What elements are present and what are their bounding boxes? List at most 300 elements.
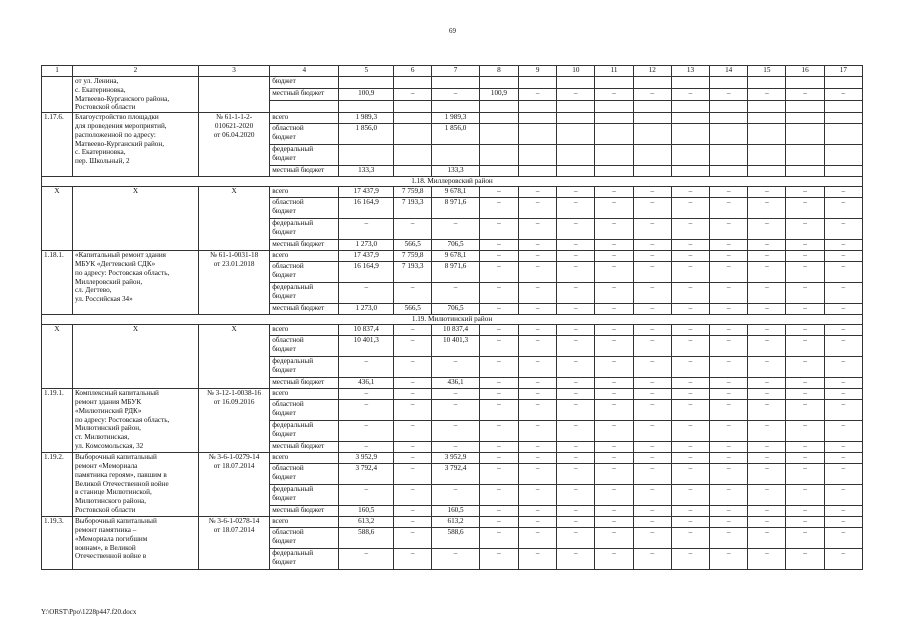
amount-cell: – (786, 378, 824, 389)
amount-cell: – (595, 528, 633, 549)
amount-cell: 7 193,3 (394, 198, 432, 219)
amount-cell: – (557, 485, 595, 506)
amount-cell: – (557, 89, 595, 101)
amount-cell: – (557, 198, 595, 219)
amount-cell (710, 145, 748, 166)
amount-cell: – (748, 325, 786, 336)
amount-cell: – (394, 464, 432, 485)
amount-cell: – (710, 89, 748, 101)
amount-cell: 100,9 (479, 89, 518, 101)
amount-cell: – (671, 89, 709, 101)
amount-cell: – (557, 357, 595, 378)
amount-cell (479, 124, 518, 145)
amount-cell: – (479, 357, 518, 378)
amount-cell (786, 77, 824, 89)
amount-cell (394, 113, 432, 124)
amount-cell (710, 101, 748, 113)
amount-cell: – (710, 485, 748, 506)
amount-cell: – (786, 485, 824, 506)
amount-cell: 16 164,9 (339, 198, 394, 219)
amount-cell: – (671, 464, 709, 485)
item-name: Выборочный капитальный ремонт «Мемориала памятника героям», павшим в Великой Отечественной войне в станице Милютинской, Милютинского района, Ростовской области (72, 453, 198, 517)
amount-cell: – (339, 442, 394, 453)
funding-source-label: федеральный бюджет (270, 485, 339, 506)
item-number: 1.19.2. (42, 453, 73, 517)
amount-cell: – (519, 304, 557, 315)
amount-cell: – (519, 325, 557, 336)
amount-cell: 10 837,4 (432, 325, 480, 336)
amount-cell: – (710, 283, 748, 304)
amount-cell: – (710, 251, 748, 262)
amount-cell: – (633, 283, 671, 304)
amount-cell: – (557, 378, 595, 389)
amount-cell (633, 166, 671, 177)
amount-cell: – (394, 283, 432, 304)
funding-source-label: федеральный бюджет (270, 219, 339, 240)
amount-cell (519, 166, 557, 177)
amount-cell: – (748, 198, 786, 219)
amount-cell: 613,2 (432, 517, 480, 528)
amount-cell: – (557, 421, 595, 442)
amount-cell: – (394, 453, 432, 464)
amount-cell: 436,1 (339, 378, 394, 389)
amount-cell: – (519, 464, 557, 485)
amount-cell (394, 77, 432, 89)
amount-cell: – (671, 304, 709, 315)
amount-cell: – (519, 357, 557, 378)
amount-cell: – (710, 464, 748, 485)
amount-cell (595, 166, 633, 177)
amount-cell (824, 101, 862, 113)
amount-cell (633, 77, 671, 89)
amount-cell: – (479, 506, 518, 517)
amount-cell: – (595, 378, 633, 389)
amount-cell (595, 77, 633, 89)
amount-cell: – (557, 336, 595, 357)
amount-cell (748, 124, 786, 145)
amount-cell (339, 101, 394, 113)
amount-cell: – (595, 187, 633, 198)
amount-cell: – (671, 251, 709, 262)
amount-cell: – (786, 262, 824, 283)
amount-cell: 1 989,3 (432, 113, 480, 124)
amount-cell (786, 101, 824, 113)
amount-cell: – (519, 378, 557, 389)
amount-cell: – (595, 506, 633, 517)
amount-cell: – (633, 421, 671, 442)
amount-cell: 17 437,9 (339, 251, 394, 262)
amount-cell (671, 124, 709, 145)
amount-cell: – (748, 389, 786, 400)
amount-cell: – (519, 506, 557, 517)
amount-cell (671, 145, 709, 166)
amount-cell: – (432, 400, 480, 421)
amount-cell: – (519, 453, 557, 464)
amount-cell: – (748, 357, 786, 378)
column-number: 2 (72, 66, 198, 77)
funding-source-label: областной бюджет (270, 336, 339, 357)
amount-cell: 133,3 (339, 166, 394, 177)
amount-cell: – (519, 421, 557, 442)
amount-cell: – (786, 464, 824, 485)
amount-cell: – (339, 219, 394, 240)
amount-cell: 160,5 (339, 506, 394, 517)
item-document: № 3-12-1-0038-16 от 16.09.2016 (198, 389, 269, 453)
amount-cell: – (710, 506, 748, 517)
amount-cell: – (824, 506, 862, 517)
amount-cell: – (710, 304, 748, 315)
table-row (42, 517, 863, 528)
amount-cell: – (595, 198, 633, 219)
amount-cell: – (394, 485, 432, 506)
amount-cell: – (786, 325, 824, 336)
amount-cell (479, 145, 518, 166)
amount-cell: – (786, 283, 824, 304)
item-document: № 61-1-1-2- 010621-2020 от 06.04.2020 (198, 113, 269, 177)
amount-cell: – (519, 442, 557, 453)
amount-cell: – (671, 357, 709, 378)
funding-source-label: всего (270, 113, 339, 124)
amount-cell: – (671, 400, 709, 421)
amount-cell: – (595, 262, 633, 283)
amount-cell: – (479, 325, 518, 336)
amount-cell: – (710, 336, 748, 357)
amount-cell: – (479, 198, 518, 219)
amount-cell (710, 166, 748, 177)
amount-cell: – (786, 187, 824, 198)
amount-cell: – (786, 549, 824, 570)
amount-cell: – (595, 251, 633, 262)
amount-cell: – (479, 389, 518, 400)
amount-cell: – (824, 251, 862, 262)
amount-cell: – (633, 485, 671, 506)
amount-cell (633, 124, 671, 145)
amount-cell: 3 792,4 (339, 464, 394, 485)
amount-cell: – (710, 517, 748, 528)
amount-cell: 9 678,1 (432, 187, 480, 198)
amount-cell (394, 166, 432, 177)
amount-cell: – (633, 389, 671, 400)
amount-cell: – (557, 262, 595, 283)
amount-cell: – (824, 240, 862, 251)
amount-cell: – (633, 251, 671, 262)
item-document: X (198, 187, 269, 251)
amount-cell: – (479, 336, 518, 357)
amount-cell: – (710, 378, 748, 389)
amount-cell: 1 856,0 (432, 124, 480, 145)
amount-cell (748, 145, 786, 166)
amount-cell: – (519, 89, 557, 101)
amount-cell (394, 124, 432, 145)
funding-source-label: федеральный бюджет (270, 145, 339, 166)
amount-cell (557, 113, 595, 124)
amount-cell: – (519, 517, 557, 528)
amount-cell: – (748, 442, 786, 453)
amount-cell: – (671, 549, 709, 570)
amount-cell: – (633, 453, 671, 464)
amount-cell (432, 101, 480, 113)
column-number: 8 (479, 66, 518, 77)
amount-cell (432, 77, 480, 89)
item-name: от ул. Ленина, с. Екатериновка, Матвеево-Курганского района, Ростовской области (72, 77, 198, 113)
amount-cell: – (671, 240, 709, 251)
amount-cell: – (479, 262, 518, 283)
amount-cell: – (479, 453, 518, 464)
column-number: 13 (671, 66, 709, 77)
amount-cell: – (824, 198, 862, 219)
amount-cell: – (824, 453, 862, 464)
amount-cell (394, 145, 432, 166)
amount-cell: – (633, 262, 671, 283)
item-number: 1.17.6. (42, 113, 73, 177)
amount-cell: – (557, 325, 595, 336)
amount-cell (633, 113, 671, 124)
page-number: 69 (449, 27, 456, 35)
funding-source-label: бюджет (270, 77, 339, 89)
amount-cell: – (748, 283, 786, 304)
amount-cell: – (824, 378, 862, 389)
amount-cell: – (479, 187, 518, 198)
amount-cell: – (633, 304, 671, 315)
amount-cell: 100,9 (339, 89, 394, 101)
amount-cell: – (557, 304, 595, 315)
amount-cell: – (519, 187, 557, 198)
amount-cell: – (394, 421, 432, 442)
amount-cell (595, 113, 633, 124)
amount-cell: – (748, 304, 786, 315)
amount-cell: – (786, 506, 824, 517)
amount-cell: – (786, 400, 824, 421)
amount-cell: – (786, 89, 824, 101)
amount-cell: – (824, 464, 862, 485)
amount-cell: 3 952,9 (432, 453, 480, 464)
amount-cell: 8 971,6 (432, 262, 480, 283)
column-number: 11 (595, 66, 633, 77)
amount-cell: – (633, 528, 671, 549)
amount-cell: 566,5 (394, 240, 432, 251)
funding-source-label: областной бюджет (270, 124, 339, 145)
amount-cell: – (557, 240, 595, 251)
amount-cell: – (339, 283, 394, 304)
amount-cell: – (633, 400, 671, 421)
amount-cell: 17 437,9 (339, 187, 394, 198)
amount-cell: – (479, 517, 518, 528)
amount-cell: – (710, 198, 748, 219)
amount-cell (595, 124, 633, 145)
amount-cell: – (595, 453, 633, 464)
amount-cell: – (786, 389, 824, 400)
amount-cell: – (671, 262, 709, 283)
amount-cell: – (748, 251, 786, 262)
amount-cell: – (595, 442, 633, 453)
amount-cell: – (710, 240, 748, 251)
amount-cell: – (824, 89, 862, 101)
amount-cell (824, 77, 862, 89)
amount-cell: – (633, 517, 671, 528)
amount-cell: – (710, 453, 748, 464)
amount-cell: 1 856,0 (339, 124, 394, 145)
amount-cell: – (519, 549, 557, 570)
amount-cell: – (595, 219, 633, 240)
amount-cell: – (519, 283, 557, 304)
amount-cell: – (557, 219, 595, 240)
amount-cell: – (519, 240, 557, 251)
item-document: № 3-6-1-0278-14 от 18.07.2014 (198, 517, 269, 570)
amount-cell (339, 77, 394, 89)
amount-cell: – (479, 464, 518, 485)
amount-cell: 1 273,0 (339, 240, 394, 251)
amount-cell: 7 759,8 (394, 187, 432, 198)
funding-source-label: местный бюджет (270, 442, 339, 453)
amount-cell: – (595, 357, 633, 378)
amount-cell: – (557, 389, 595, 400)
amount-cell: 3 792,4 (432, 464, 480, 485)
amount-cell: – (748, 485, 786, 506)
amount-cell: – (394, 357, 432, 378)
amount-cell: – (824, 336, 862, 357)
item-name: X (72, 187, 198, 251)
funding-source-label: всего (270, 251, 339, 262)
item-document (198, 77, 269, 113)
amount-cell: – (710, 421, 748, 442)
amount-cell (824, 113, 862, 124)
amount-cell: – (786, 304, 824, 315)
amount-cell: – (710, 549, 748, 570)
amount-cell: – (786, 219, 824, 240)
amount-cell: – (394, 219, 432, 240)
amount-cell: – (339, 357, 394, 378)
column-number: 5 (339, 66, 394, 77)
amount-cell (557, 145, 595, 166)
item-name: Выборочный капитальный ремонт памятника – «Мемориала погибшим воинам», в Великой Отечественной войне в (72, 517, 198, 570)
amount-cell: – (824, 389, 862, 400)
amount-cell (824, 124, 862, 145)
column-number: 15 (748, 66, 786, 77)
amount-cell: – (748, 336, 786, 357)
amount-cell: 588,6 (339, 528, 394, 549)
funding-source-label: федеральный бюджет (270, 283, 339, 304)
amount-cell: – (748, 240, 786, 251)
amount-cell: – (479, 283, 518, 304)
funding-source-label: всего (270, 389, 339, 400)
amount-cell: – (595, 421, 633, 442)
amount-cell: – (519, 485, 557, 506)
amount-cell: – (748, 421, 786, 442)
amount-cell: – (394, 378, 432, 389)
amount-cell: – (824, 325, 862, 336)
funding-source-label: областной бюджет (270, 262, 339, 283)
amount-cell: – (748, 400, 786, 421)
amount-cell: – (394, 336, 432, 357)
amount-cell: – (633, 506, 671, 517)
amount-cell: – (786, 251, 824, 262)
amount-cell (748, 101, 786, 113)
item-document: X (198, 325, 269, 389)
amount-cell: – (557, 517, 595, 528)
column-number: 14 (710, 66, 748, 77)
amount-cell (557, 166, 595, 177)
amount-cell: – (557, 283, 595, 304)
amount-cell: – (748, 549, 786, 570)
amount-cell (786, 113, 824, 124)
amount-cell: – (557, 400, 595, 421)
amount-cell: – (432, 219, 480, 240)
amount-cell: 10 837,4 (339, 325, 394, 336)
table-body (42, 66, 863, 570)
amount-cell: – (519, 389, 557, 400)
funding-source-label: местный бюджет (270, 304, 339, 315)
amount-cell: – (824, 442, 862, 453)
amount-cell: – (519, 400, 557, 421)
funding-source-label: областной бюджет (270, 198, 339, 219)
amount-cell: 160,5 (432, 506, 480, 517)
amount-cell: – (595, 325, 633, 336)
section-title: 1.18. Миллеровский район (42, 177, 863, 187)
amount-cell: – (394, 389, 432, 400)
amount-cell: – (595, 304, 633, 315)
amount-cell: – (710, 262, 748, 283)
amount-cell: – (633, 357, 671, 378)
amount-cell: – (479, 240, 518, 251)
column-number: 3 (198, 66, 269, 77)
amount-cell: – (710, 357, 748, 378)
amount-cell (479, 166, 518, 177)
amount-cell (595, 145, 633, 166)
item-document: № 3-6-1-0279-14 от 18.07.2014 (198, 453, 269, 517)
amount-cell: – (633, 325, 671, 336)
amount-cell: – (671, 517, 709, 528)
amount-cell: – (633, 219, 671, 240)
amount-cell: 133,3 (432, 166, 480, 177)
amount-cell: – (479, 528, 518, 549)
amount-cell: – (786, 198, 824, 219)
section-row (42, 177, 863, 187)
amount-cell: – (339, 400, 394, 421)
amount-cell: – (432, 485, 480, 506)
amount-cell: 16 164,9 (339, 262, 394, 283)
amount-cell: – (519, 336, 557, 357)
funding-source-label: федеральный бюджет (270, 421, 339, 442)
table-row (42, 389, 863, 400)
item-number: X (42, 325, 73, 389)
funding-source-label: федеральный бюджет (270, 549, 339, 570)
amount-cell: – (824, 262, 862, 283)
amount-cell: – (432, 442, 480, 453)
amount-cell: 3 952,9 (339, 453, 394, 464)
funding-source-label: областной бюджет (270, 400, 339, 421)
amount-cell (557, 124, 595, 145)
table-row (42, 325, 863, 336)
amount-cell: – (710, 400, 748, 421)
amount-cell: – (479, 485, 518, 506)
amount-cell: – (394, 517, 432, 528)
item-number: 1.18.1. (42, 251, 73, 315)
amount-cell: – (479, 304, 518, 315)
amount-cell: – (394, 442, 432, 453)
item-name: Благоустройство площадки для проведения мероприятий, расположенной по адресу: Матвеево-Курганский район, с. Екатериновка, пер. Школьный, 2 (72, 113, 198, 177)
amount-cell: – (557, 442, 595, 453)
amount-cell: – (633, 442, 671, 453)
amount-cell: – (339, 485, 394, 506)
amount-cell (633, 101, 671, 113)
amount-cell: – (339, 549, 394, 570)
amount-cell: – (595, 549, 633, 570)
amount-cell: – (557, 549, 595, 570)
amount-cell (824, 145, 862, 166)
amount-cell: – (710, 528, 748, 549)
footer-file-path: Y:\ORST\Ppo\1228p447.f20.docx (41, 608, 137, 616)
funding-source-label: всего (270, 453, 339, 464)
